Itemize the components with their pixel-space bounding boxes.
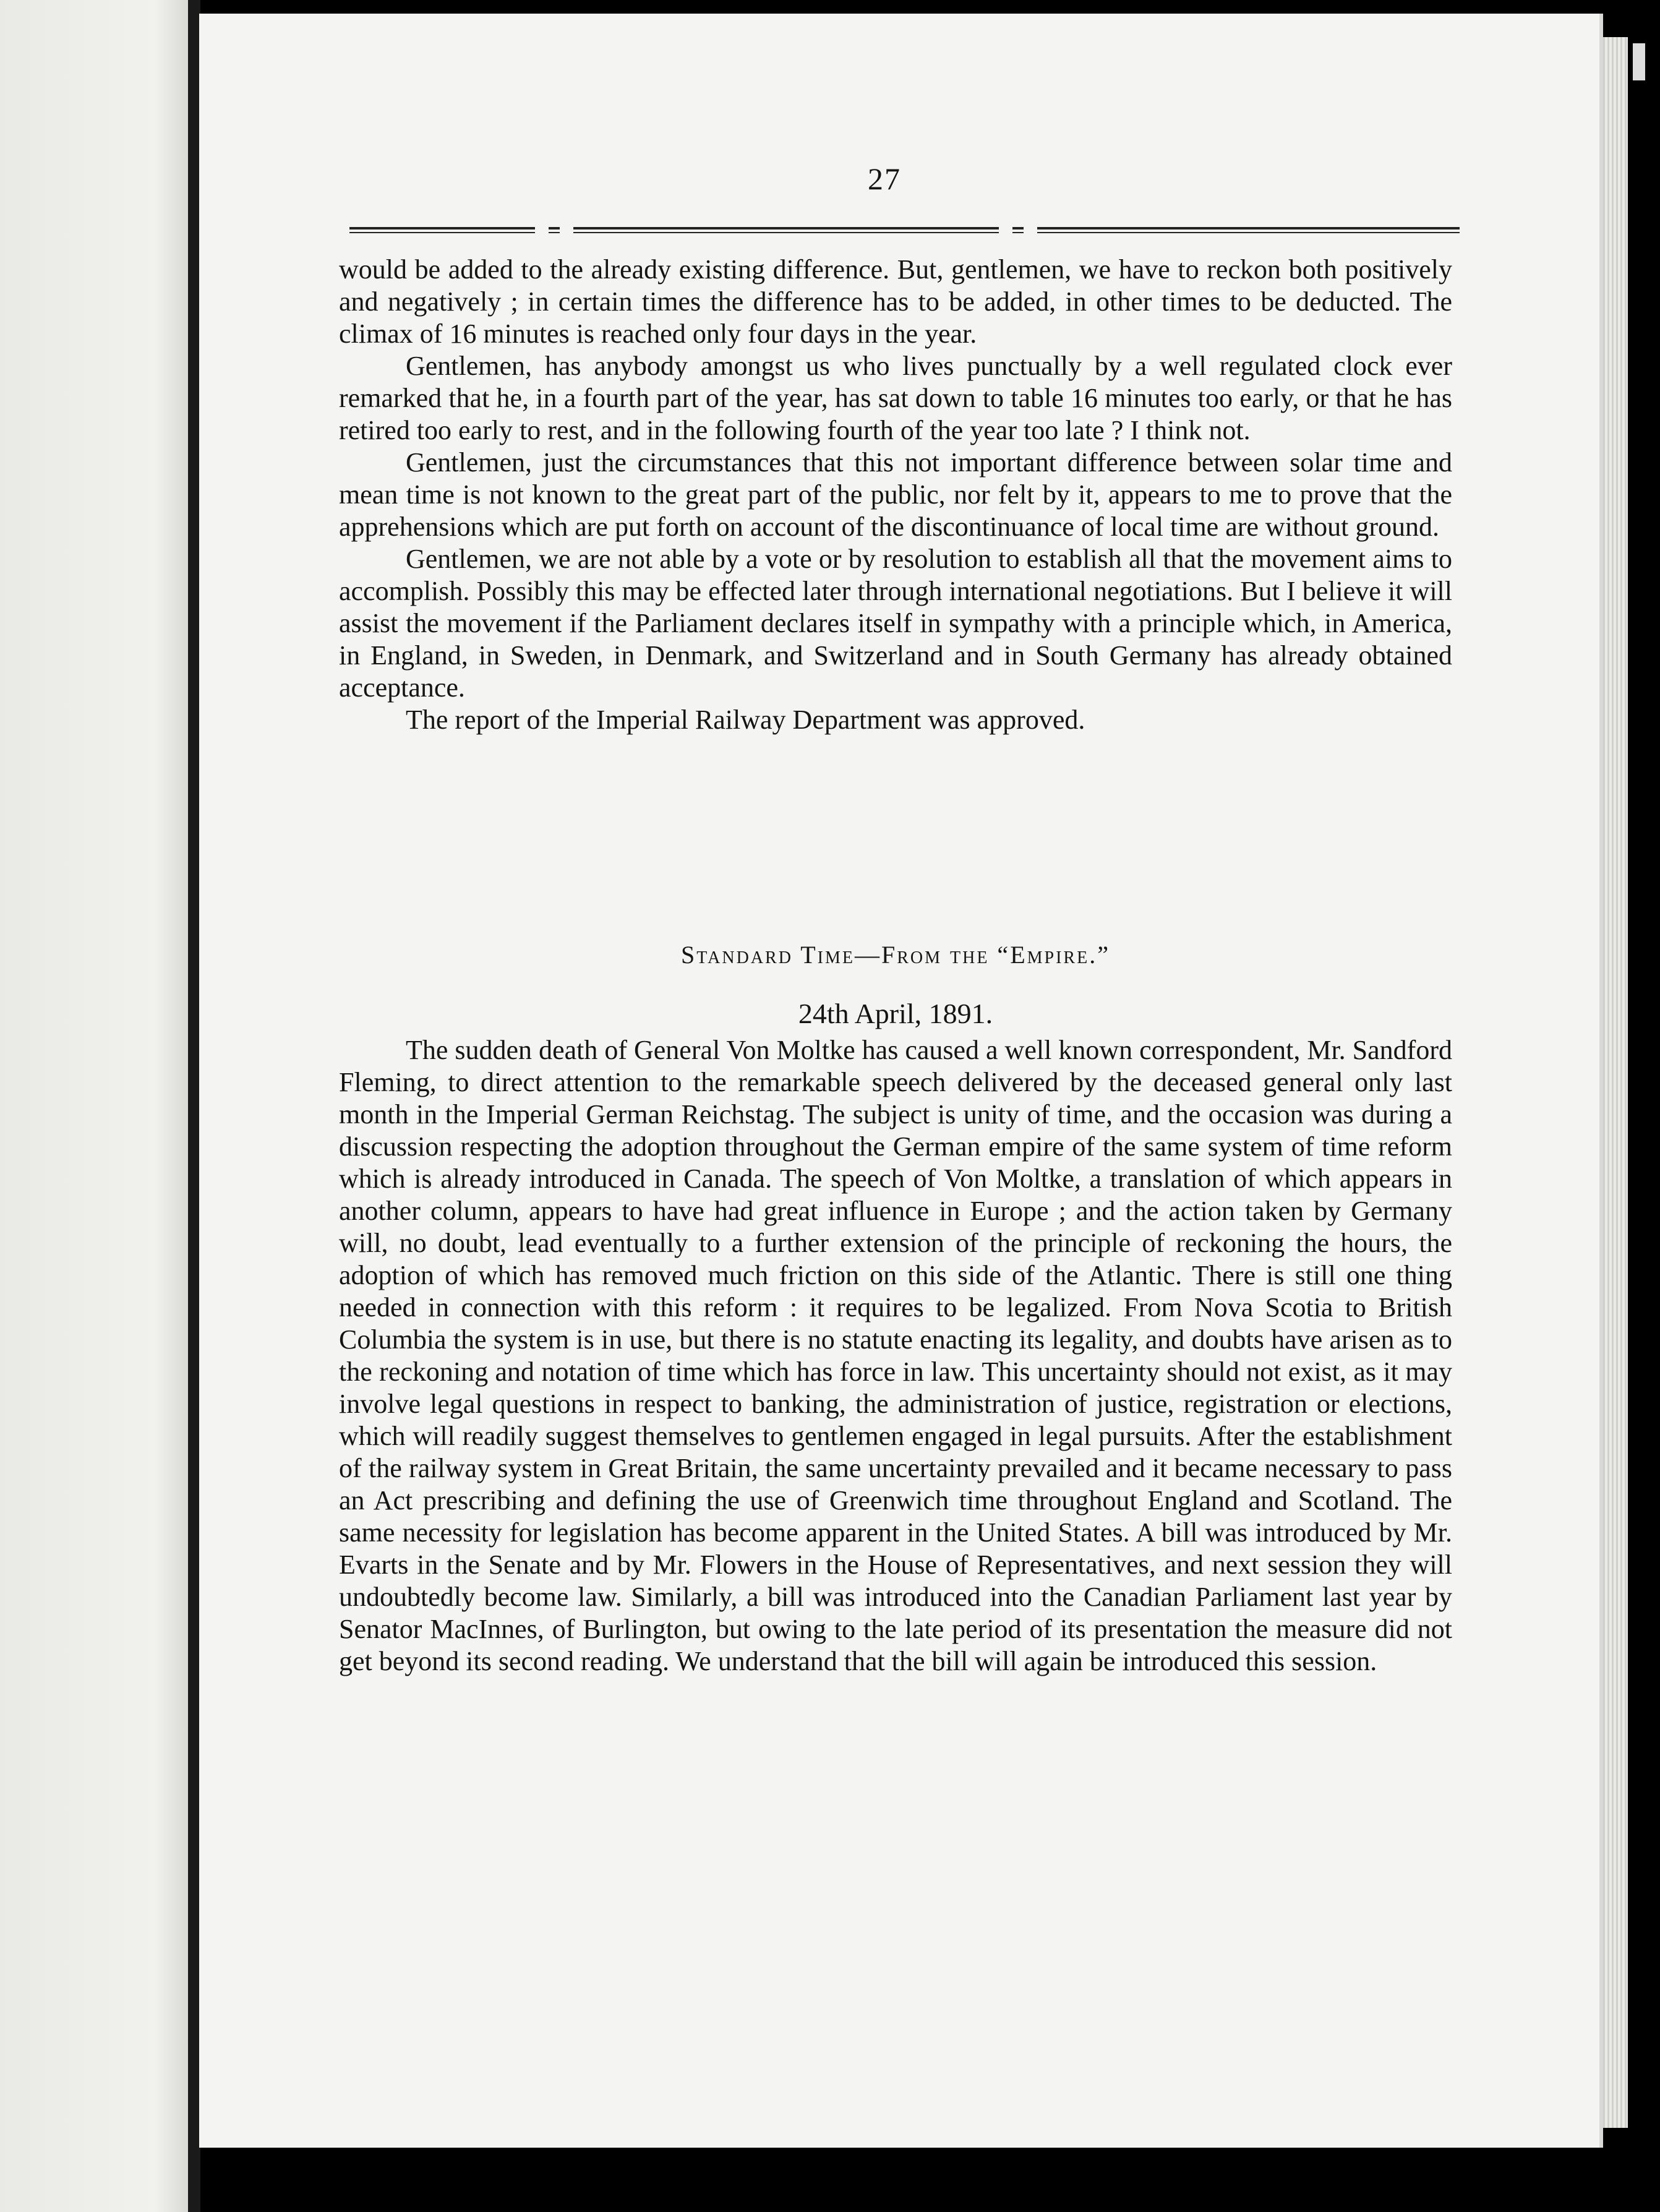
paragraph: Gentlemen, has anybody amongst us who lives punctually by a well regulated clock ever remarked that he, in a fourth part of the year, has sat down to table 16 minutes too early, or that he has retired too early to rest, and in the following fourth of the year too late ? I think not. xyxy=(339,351,1452,445)
header-rule-thin xyxy=(349,232,1460,233)
page-edge-tab xyxy=(1633,43,1645,80)
page-number: 27 xyxy=(868,161,901,196)
continued-paragraph: would be added to the already existing difference. But, gentlemen, we have to reckon both positively and negatively ; in certain times the difference has to be added, in other times to be deducted. The climax of 16 minutes is reached only four days in the year. xyxy=(339,254,1452,349)
header-rule xyxy=(349,227,1460,236)
header-rule-gap xyxy=(560,226,573,236)
previous-page-edge xyxy=(0,0,193,2212)
paragraph: Gentlemen, we are not able by a vote or by resolution to establish all that the movement aims to accomplish. Possibly this may be effected later through international negotiations. But I believe it will assist the movement if the Parliament declares itself in sympathy with a principle which, in America, in England, in Sweden, in Denmark, and Switzerland and in South Germany has already obtained acceptance. xyxy=(339,544,1452,703)
header-rule-gap xyxy=(1024,226,1037,236)
paragraph: The report of the Imperial Railway Department was approved. xyxy=(406,705,1085,735)
book-gutter xyxy=(188,0,200,2212)
paragraph: Gentlemen, just the circumstances that this not important difference between solar time and mean time is not known to the great part of the public, nor felt by it, appears to me to prove that the apprehensions which are put forth on account of the discontinuance of local time are without ground. xyxy=(339,447,1452,542)
body-text-top xyxy=(339,254,1452,736)
header-rule-gap xyxy=(999,226,1012,236)
body-text-article xyxy=(339,1034,1452,1678)
section-heading: Standard Time—From the “Empire.” xyxy=(681,941,1110,969)
article-dateline: 24th April, 1891. xyxy=(798,998,993,1029)
header-rule-thick xyxy=(349,227,1460,229)
article-paragraph: The sudden death of General Von Moltke has caused a well known correspondent, Mr. Sandford Fleming, to direct attention to the remarkable speech delivered by the deceased general only last month in the Imperial German Reichstag. The subject is unity of time, and the occasion was during a discussion respecting the adoption throughout the German empire of the same system of time reform which is already introduced in Canada. The speech of Von Moltke, a translation of which appears in another column, appears to have had great influence in Europe ; and the action taken by Germany will, no doubt, lead eventually to a further extension of the principle of reckoning the hours, the adoption of which has removed much friction on this side of the Atlantic. There is still one thing needed in connection with this reform : it requires to be legalized. From Nova Scotia to British Columbia the system is in use, but there is no statute enacting its legality, and doubts have arisen as to the reckoning and notation of time which has force in law. This uncertainty should not exist, as it may involve legal questions in respect to banking, the administration of justice, registration or elections, which will readily suggest themselves to gentlemen engaged in legal pursuits. After the establishment of the railway system in Great Britain, the same uncertainty prevailed and it became necessary to pass an Act prescribing and defining the use of Greenwich time throughout England and Scotland. The same necessity for legislation has become apparent in the United States. A bill was introduced by Mr. Evarts in the Senate and by Mr. Flowers in the House of Representatives, and next session they will undoubtedly become law. Similarly, a bill was introduced into the Canadian Parliament last year by Senator MacInnes, of Burlington, but owing to the late period of its presentation the measure did not get beyond its second reading. We understand that the bill will again be introduced this session. xyxy=(339,1035,1452,1676)
header-rule-gap xyxy=(535,226,549,236)
page-stack-edges xyxy=(1603,37,1628,2128)
